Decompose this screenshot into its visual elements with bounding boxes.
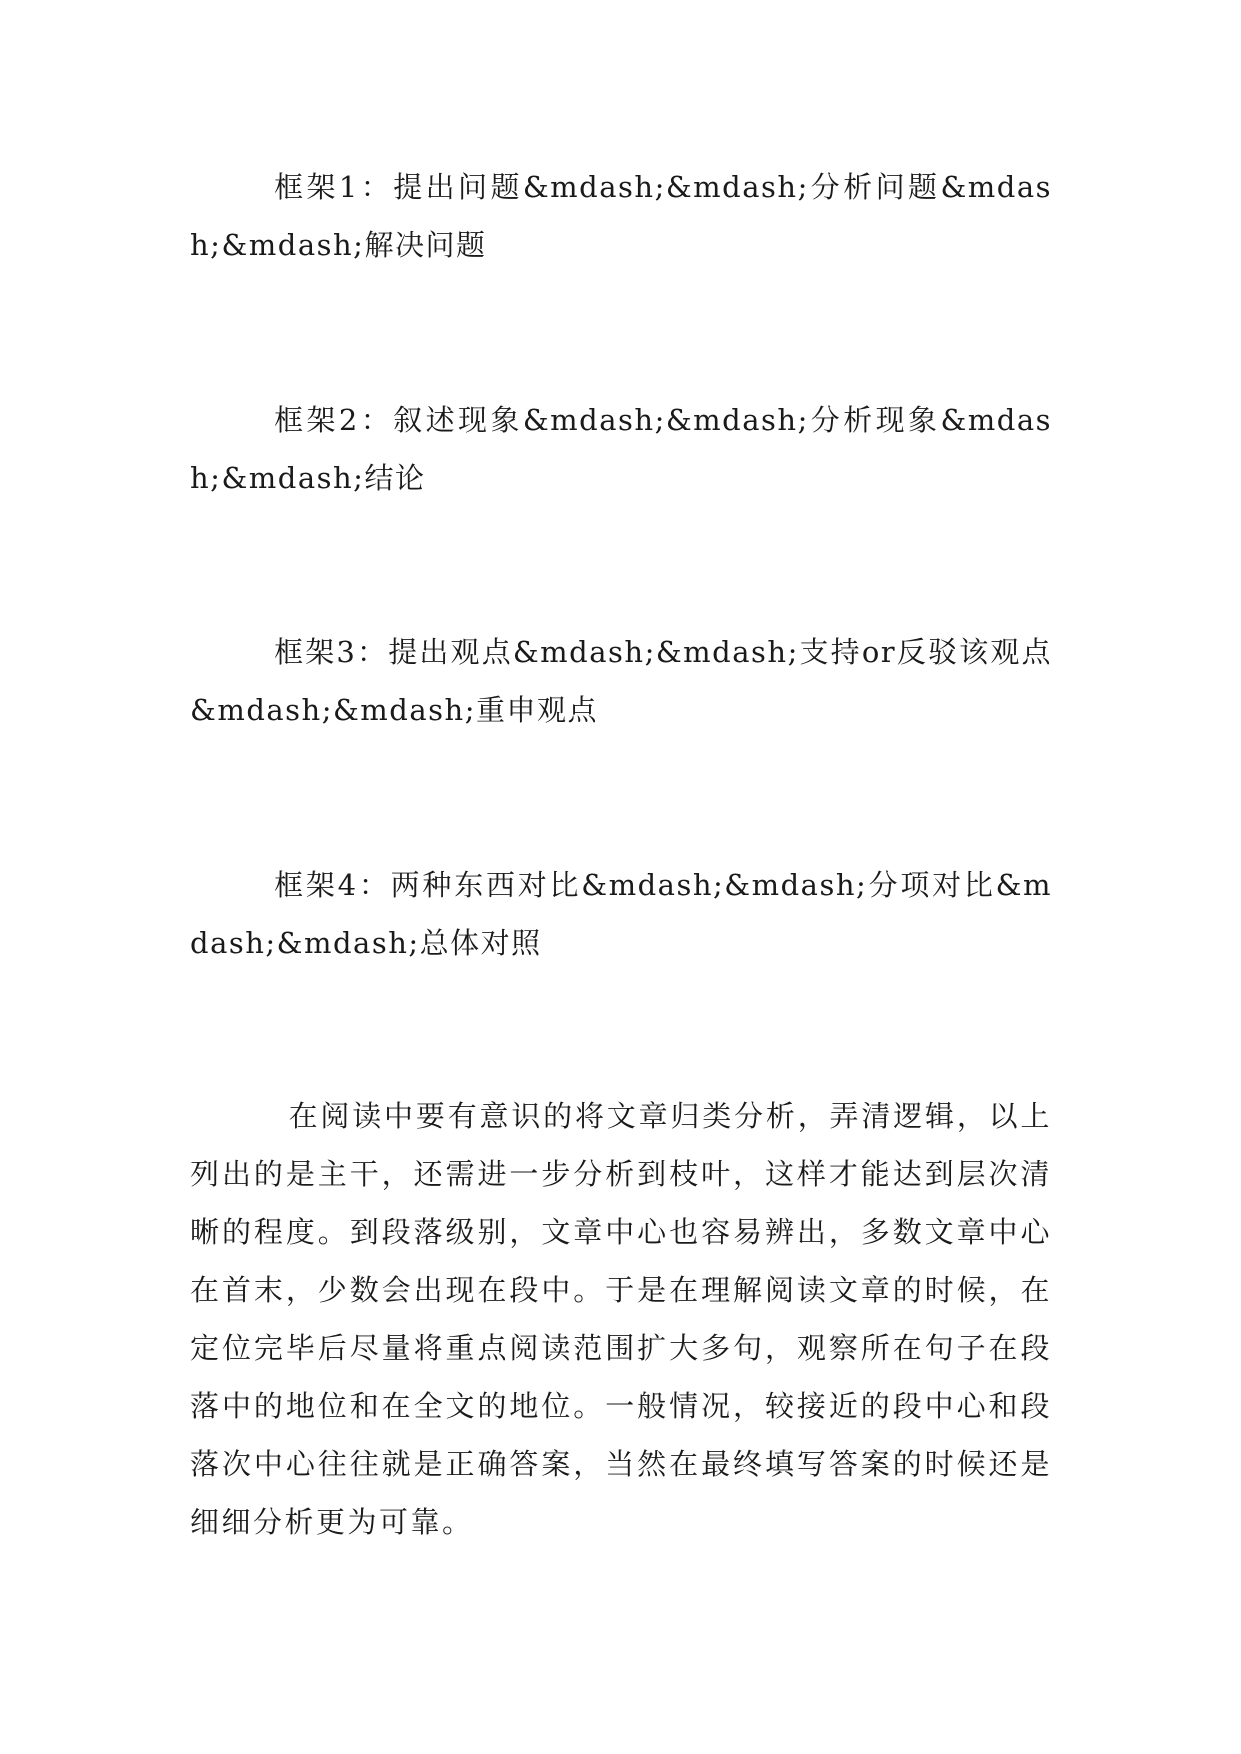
reading-advice-paragraph: 在阅读中要有意识的将文章归类分析，弄清逻辑，以上列出的是主干，还需进一步分析到枝叶，这样才能达到层次清晰的程度。到段落级别，文章中心也容易辨出，多数文章中心在首末，少数会出现在段中。于是在理解阅读文章的时候，在定位完毕后尽量将重点阅读范围扩大多句，观察所在句子在段落中的地位和在全文的地位。一般情况，较接近的段中心和段落次中心往往就是正确答案，当然在最终填写答案的时候还是细细分析更为可靠。 <box>190 1099 1052 1539</box>
framework-1-paragraph: 框架1：提出问题&mdash;&mdash;分析问题&mdash;&mdash;解决问题 <box>190 170 1052 262</box>
framework-2-paragraph: 框架2：叙述现象&mdash;&mdash;分析现象&mdash;&mdash;结论 <box>190 403 1052 495</box>
framework-3-paragraph: 框架3：提出观点&mdash;&mdash;支持or反驳该观点&mdash;&mdash;重申观点 <box>190 635 1052 727</box>
framework-4-paragraph: 框架4：两种东西对比&mdash;&mdash;分项对比&mdash;&mdash;总体对照 <box>190 868 1052 960</box>
